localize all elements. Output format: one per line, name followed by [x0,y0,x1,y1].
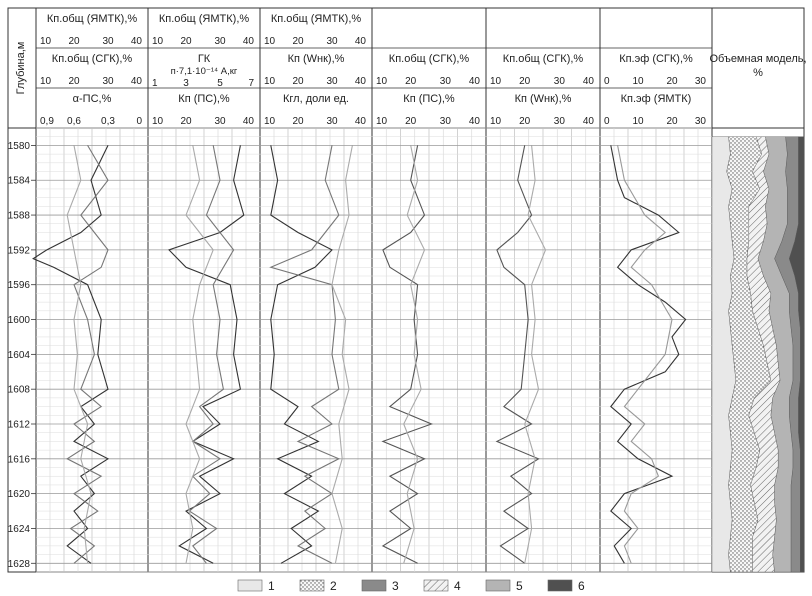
header-tick-label: 40 [582,76,594,87]
header-tick-label: 40 [354,76,366,87]
header-curve-label: Кп (ПС),% [178,93,230,105]
header-tick-label: 0 [604,116,610,127]
header-curve-label: Кгл, доли ед. [283,93,349,105]
header-curve-label: Кп.общ (СГК),% [388,53,470,65]
header-tick-label: 3 [183,78,189,89]
header-tick-label: 30 [326,36,338,47]
header-tick-label: 10 [490,116,502,127]
header-tick-label: 30 [553,116,565,127]
depth-tick-label: 1580 [7,140,30,152]
header-tick-label: 0 [604,76,610,87]
header-model-label: % [753,67,763,79]
header-tick-label: 30 [439,76,451,87]
legend-label: 2 [330,579,337,593]
header-tick-label: 10 [264,116,276,127]
header-tick-label: 40 [468,76,480,87]
header-tick-label: 20 [68,36,80,47]
header-tick-label: 0,3 [101,116,115,127]
header-tick-label: 20 [292,116,304,127]
legend-label: 5 [516,579,523,593]
header-curve-label: Кп (ПС),% [403,93,455,105]
header-curve-label: Кп.общ (ЯМТК),% [158,13,250,25]
header-tick-label: 30 [326,76,338,87]
header-curve-subtitle: п·7,1·10⁻¹⁴ А,кг [170,66,238,77]
header-tick-label: 0 [136,116,142,127]
depth-tick-label: 1600 [7,315,30,327]
header-curve-label: Кп.эф (СГК),% [619,53,693,65]
header-tick-label: 10 [376,116,388,127]
header-tick-label: 10 [632,76,644,87]
depth-axis-title: Глубина,м [15,41,27,95]
header-tick-label: 30 [694,76,706,87]
header-tick-label: 10 [376,76,388,87]
header-tick-label: 40 [130,76,142,87]
header-tick-label: 10 [264,36,276,47]
header-curve-label: Кп.эф (ЯМТК) [620,93,692,105]
legend-swatch [362,580,386,591]
header-tick-label: 30 [694,116,706,127]
header-tick-label: 30 [102,76,114,87]
depth-tick-label: 1620 [7,489,30,501]
header-tick-label: 10 [152,116,164,127]
legend-swatch [486,580,510,591]
legend-label: 1 [268,579,275,593]
header-tick-label: 40 [242,36,254,47]
depth-tick-label: 1596 [7,280,30,292]
header-tick-label: 40 [130,36,142,47]
depth-tick-label: 1604 [7,349,30,361]
header-tick-label: 40 [582,116,594,127]
depth-tick-label: 1616 [7,454,30,466]
header-curve-label: Кп.общ (СГК),% [502,53,584,65]
legend-label: 6 [578,579,585,593]
header-tick-label: 30 [553,76,565,87]
legend-swatch [548,580,572,591]
header-model-label: Объемная модель, [709,53,807,65]
header-tick-label: 20 [519,76,531,87]
header-tick-label: 5 [217,78,223,89]
header-tick-label: 40 [354,116,366,127]
header-tick-label: 30 [102,36,114,47]
depth-tick-label: 1584 [7,175,30,187]
header-tick-label: 10 [152,36,164,47]
legend-swatch [300,580,324,591]
header-curve-label: Кп.общ (ЯМТК),% [270,13,362,25]
depth-tick-label: 1592 [7,245,30,257]
header-tick-label: 20 [68,76,80,87]
legend-swatch [238,580,262,591]
header-tick-label: 40 [354,36,366,47]
header-tick-label: 10 [264,76,276,87]
header-tick-label: 20 [292,36,304,47]
header-tick-label: 30 [214,36,226,47]
header-curve-label: Кп (Wнк),% [287,53,345,65]
depth-tick-label: 1588 [7,210,30,222]
header-tick-label: 30 [439,116,451,127]
header-tick-label: 0,6 [67,116,81,127]
header-tick-label: 20 [292,76,304,87]
header-curve-label: α-ПС,% [72,93,112,105]
header-curve-label: ГК [197,53,211,65]
legend-swatch [424,580,448,591]
header-tick-label: 20 [405,76,417,87]
header-tick-label: 20 [405,116,417,127]
depth-tick-label: 1628 [7,558,30,570]
header-tick-label: 20 [180,36,192,47]
header-tick-label: 20 [666,76,678,87]
header-curve-label: Кп (Wнк),% [514,93,572,105]
header-tick-label: 20 [519,116,531,127]
header-tick-label: 10 [40,36,52,47]
header-tick-label: 40 [468,116,480,127]
depth-tick-label: 1612 [7,419,30,431]
header-curve-label: Кп.общ (ЯМТК),% [46,13,138,25]
header-tick-label: 20 [666,116,678,127]
header-tick-label: 1 [152,78,158,89]
header-tick-label: 0,9 [40,116,54,127]
legend-label: 3 [392,579,399,593]
depth-tick-label: 1624 [7,523,30,535]
header-curve-label: Кп.общ (СГК),% [51,53,133,65]
legend-label: 4 [454,579,461,593]
depth-tick-label: 1608 [7,384,30,396]
header-tick-label: 40 [242,116,254,127]
header-tick-label: 10 [40,76,52,87]
header-tick-label: 30 [326,116,338,127]
header-tick-label: 7 [248,78,254,89]
header-tick-label: 30 [214,116,226,127]
header-tick-label: 20 [180,116,192,127]
header-tick-label: 10 [490,76,502,87]
header-tick-label: 10 [632,116,644,127]
